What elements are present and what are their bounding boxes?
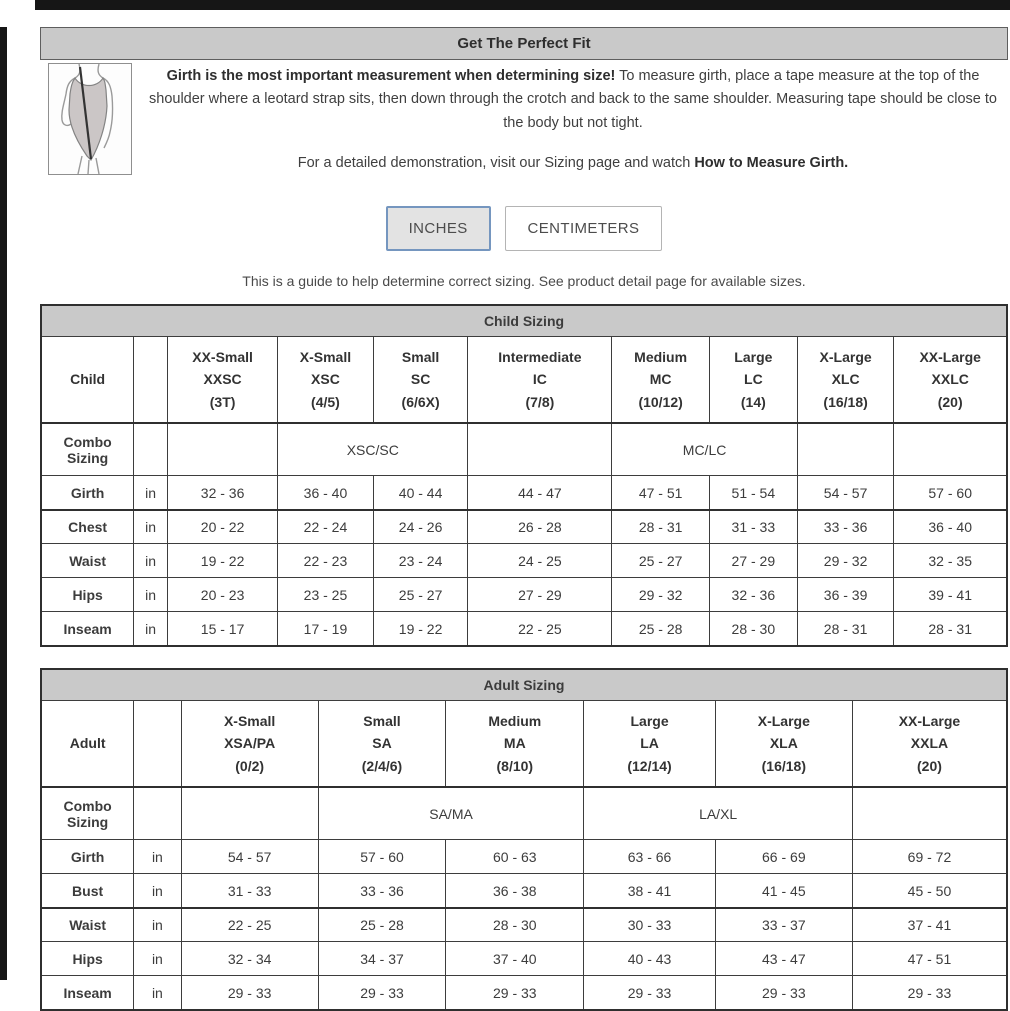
measurement-row [41,908,1007,942]
range-cell: 36 - 40 [278,476,374,510]
measurement-row [41,510,1007,544]
size-column-header: Large LA (12/14) [584,701,715,787]
unit-cell: in [134,544,168,578]
range-cell: 36 - 40 [894,510,1007,544]
range-cell: 29 - 33 [446,976,584,1010]
range-cell: 20 - 22 [168,510,278,544]
range-cell: 17 - 19 [278,612,374,646]
adult-sizing-title: Adult Sizing [41,669,1007,701]
range-cell: 15 - 17 [168,612,278,646]
range-cell: 22 - 25 [181,908,318,942]
combo-cell [168,423,278,476]
range-cell: 47 - 51 [852,942,1007,976]
range-cell: 29 - 33 [318,976,446,1010]
range-cell: 60 - 63 [446,840,584,874]
measure-paragraph-bold: Girth is the most important measurement when determining size! [166,68,616,84]
child-sizing-table [40,304,1008,647]
measurement-label: Hips [41,942,134,976]
range-cell: 27 - 29 [468,578,612,612]
range-cell: 33 - 36 [797,510,894,544]
girth-instructions [132,63,1008,176]
combo-cell [797,423,894,476]
range-cell: 63 - 66 [584,840,715,874]
page-title: Get The Perfect Fit [40,27,1008,60]
combo-cell [468,423,612,476]
range-cell: 40 - 44 [373,476,468,510]
size-header-row [41,337,1007,423]
measurement-row [41,942,1007,976]
range-cell: 33 - 36 [318,874,446,908]
measurement-row [41,874,1007,908]
unit-cell: in [134,942,181,976]
range-cell: 38 - 41 [584,874,715,908]
adult-row-label: Adult [41,701,134,787]
measurement-row [41,578,1007,612]
measurement-row [41,976,1007,1010]
girth-measurement-illustration [48,63,132,175]
size-column-header: Small SA (2/4/6) [318,701,446,787]
combo-cell [852,787,1007,840]
range-cell: 43 - 47 [715,942,852,976]
range-cell: 25 - 28 [318,908,446,942]
range-cell: 57 - 60 [318,840,446,874]
demo-paragraph-text: For a detailed demonstration, visit our Sizing page and watch [297,155,695,172]
range-cell: 32 - 35 [894,544,1007,578]
measurement-label: Inseam [41,976,134,1010]
demo-paragraph-bold: How to Measure Girth. [694,155,849,172]
unit-cell: in [134,840,181,874]
measurement-label: Girth [41,840,134,874]
range-cell: 31 - 33 [181,874,318,908]
range-cell: 28 - 31 [612,510,710,544]
measurement-row [41,544,1007,578]
range-cell: 51 - 54 [709,476,797,510]
measurement-label: Chest [41,510,134,544]
table-title-row [41,669,1007,701]
range-cell: 29 - 33 [584,976,715,1010]
measurement-row [41,476,1007,510]
range-cell: 24 - 26 [373,510,468,544]
range-cell: 27 - 29 [709,544,797,578]
range-cell: 54 - 57 [181,840,318,874]
unit-cell: in [134,908,181,942]
unit-cell [134,423,168,476]
unit-header-cell [134,337,168,423]
centimeters-button[interactable]: CENTIMETERS [505,206,663,251]
range-cell: 44 - 47 [468,476,612,510]
range-cell: 40 - 43 [584,942,715,976]
child-sizing-title: Child Sizing [41,305,1007,337]
size-column-header: Small SC (6/6X) [373,337,468,423]
range-cell: 54 - 57 [797,476,894,510]
measurement-label: Waist [41,544,134,578]
range-cell: 28 - 31 [797,612,894,646]
size-header-row [41,701,1007,787]
unit-header-cell [134,701,181,787]
size-column-header: XX-Small XXSC (3T) [168,337,278,423]
range-cell: 19 - 22 [373,612,468,646]
combo-cell: MC/LC [612,423,797,476]
range-cell: 20 - 23 [168,578,278,612]
unit-cell [134,787,181,840]
range-cell: 23 - 24 [373,544,468,578]
unit-cell: in [134,510,168,544]
leotard-figure-icon [49,64,131,174]
measurement-label: Waist [41,908,134,942]
demo-paragraph [144,152,1002,175]
range-cell: 37 - 40 [446,942,584,976]
combo-sizing-row [41,787,1007,840]
combo-sizing-label: Combo Sizing [41,787,134,840]
range-cell: 30 - 33 [584,908,715,942]
range-cell: 36 - 38 [446,874,584,908]
range-cell: 25 - 28 [612,612,710,646]
measurement-label: Girth [41,476,134,510]
range-cell: 45 - 50 [852,874,1007,908]
measurement-label: Bust [41,874,134,908]
range-cell: 36 - 39 [797,578,894,612]
range-cell: 31 - 33 [709,510,797,544]
range-cell: 39 - 41 [894,578,1007,612]
combo-cell: XSC/SC [278,423,468,476]
size-column-header: X-Large XLC (16/18) [797,337,894,423]
range-cell: 29 - 32 [612,578,710,612]
range-cell: 22 - 24 [278,510,374,544]
combo-cell [894,423,1007,476]
size-column-header: Medium MA (8/10) [446,701,584,787]
range-cell: 47 - 51 [612,476,710,510]
sizing-guide-note: This is a guide to help determine correct sizing. See product detail page for available sizes. [242,272,806,289]
range-cell: 34 - 37 [318,942,446,976]
size-column-header: Medium MC (10/12) [612,337,710,423]
intro-section [40,63,1008,176]
size-column-header: X-Large XLA (16/18) [715,701,852,787]
range-cell: 29 - 33 [852,976,1007,1010]
inches-button[interactable]: INCHES [386,206,491,251]
combo-sizing-row [41,423,1007,476]
range-cell: 66 - 69 [715,840,852,874]
unit-cell: in [134,476,168,510]
range-cell: 28 - 30 [709,612,797,646]
combo-cell: LA/XL [584,787,853,840]
range-cell: 23 - 25 [278,578,374,612]
measurement-row [41,840,1007,874]
measurement-label: Hips [41,578,134,612]
range-cell: 29 - 33 [181,976,318,1010]
range-cell: 69 - 72 [852,840,1007,874]
range-cell: 28 - 31 [894,612,1007,646]
range-cell: 26 - 28 [468,510,612,544]
range-cell: 25 - 27 [373,578,468,612]
range-cell: 37 - 41 [852,908,1007,942]
range-cell: 32 - 36 [709,578,797,612]
range-cell: 25 - 27 [612,544,710,578]
left-edge-bar [0,27,7,980]
combo-sizing-label: Combo Sizing [41,423,134,476]
range-cell: 22 - 23 [278,544,374,578]
measurement-row [41,612,1007,646]
size-column-header: XX-Large XXLA (20) [852,701,1007,787]
table-title-row [41,305,1007,337]
range-cell: 19 - 22 [168,544,278,578]
size-column-header: X-Small XSC (4/5) [278,337,374,423]
top-edge-bar [35,0,1010,10]
unit-cell: in [134,976,181,1010]
size-column-header: XX-Large XXLC (20) [894,337,1007,423]
size-column-header: X-Small XSA/PA (0/2) [181,701,318,787]
combo-cell [181,787,318,840]
range-cell: 32 - 36 [168,476,278,510]
range-cell: 33 - 37 [715,908,852,942]
unit-cell: in [134,612,168,646]
range-cell: 28 - 30 [446,908,584,942]
range-cell: 57 - 60 [894,476,1007,510]
child-row-label: Child [41,337,134,423]
measure-paragraph-body: To measure girth, place a tape measure at the top of the shoulder where a leotard strap sits, then down through the crotch and back to the same shoulder. Measuring tape should be close to the body but not tight. [149,68,997,131]
size-column-header: Intermediate IC (7/8) [468,337,612,423]
size-guide-panel [40,27,1008,1011]
range-cell: 32 - 34 [181,942,318,976]
measure-paragraph [144,65,1002,135]
size-column-header: Large LC (14) [709,337,797,423]
adult-sizing-table [40,668,1008,1011]
range-cell: 29 - 32 [797,544,894,578]
range-cell: 22 - 25 [468,612,612,646]
range-cell: 24 - 25 [468,544,612,578]
range-cell: 29 - 33 [715,976,852,1010]
combo-cell: SA/MA [318,787,584,840]
unit-cell: in [134,874,181,908]
unit-toggle [40,206,1008,251]
measurement-label: Inseam [41,612,134,646]
range-cell: 41 - 45 [715,874,852,908]
unit-cell: in [134,578,168,612]
